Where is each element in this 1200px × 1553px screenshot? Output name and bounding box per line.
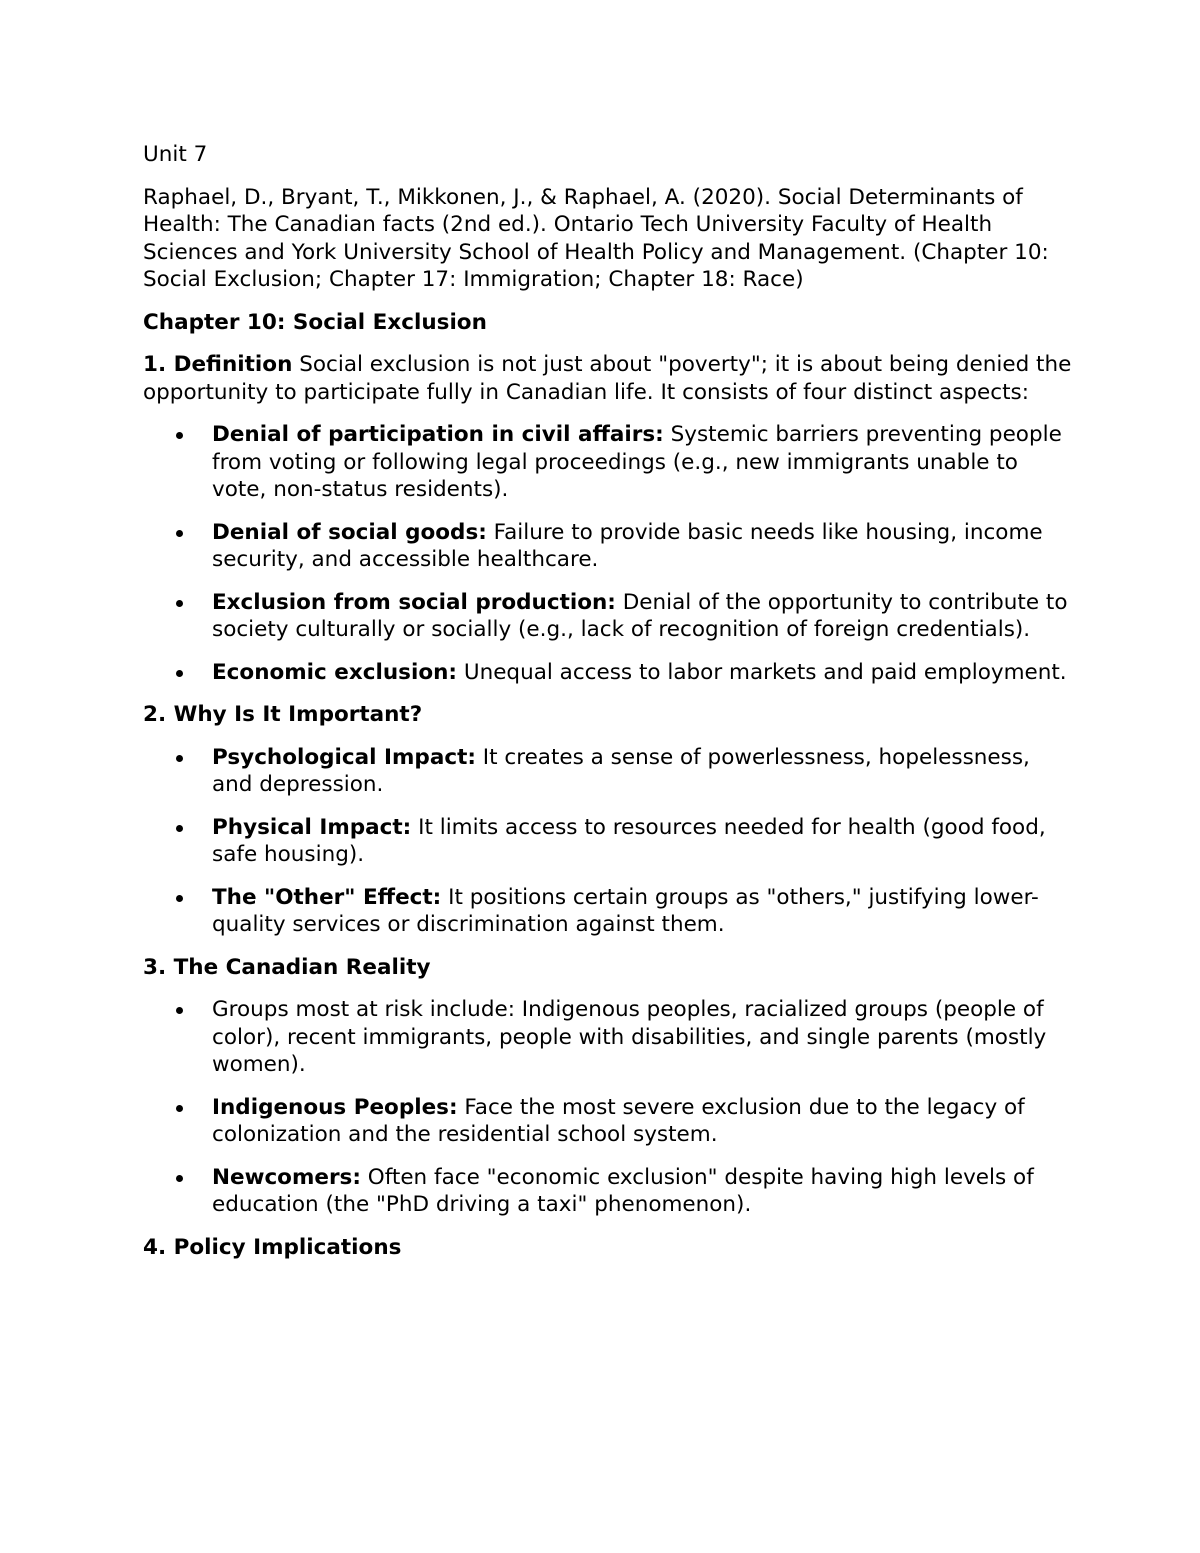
section-heading-policy: 4. Policy Implications: [143, 1234, 402, 1260]
document-page: [143, 141, 1073, 1276]
chapter-heading: Chapter 10: Social Exclusion: [143, 309, 487, 335]
list-item-term: Indigenous Peoples:: [212, 1094, 458, 1120]
list-item-text: Groups most at risk include: Indigenous peoples, racialized groups (people of color), recent immigrants, people with disabilities, and single parents (mostly women).: [212, 997, 1047, 1077]
list-item-text: Unequal access to labor markets and paid employment.: [457, 659, 1067, 685]
definition-text: Social exclusion is not just about "poverty"; it is about being denied the opportunity to participate fully in Canadian life. It consists of four distinct aspects:: [143, 352, 1072, 405]
list-item-text: Systemic barriers preventing people from voting or following legal proceedings (e.g., new immigrants unable to vote, non-status residents).: [212, 422, 1062, 502]
list-item: [143, 519, 1073, 574]
list-item-text: It limits access to resources needed for health (good food, safe housing).: [212, 814, 1046, 867]
list-item-text: It positions certain groups as "others," justifying lower-quality services or discrimination against them.: [212, 884, 1039, 937]
definition-paragraph: [143, 351, 1073, 406]
unit-title: Unit 7: [143, 142, 208, 167]
list-item: [143, 589, 1073, 644]
list-item-term: Denial of social goods:: [212, 519, 487, 545]
list-item: [143, 1164, 1073, 1219]
list-item-term: Denial of participation in civil affairs:: [212, 422, 664, 447]
list-item: [143, 659, 1073, 687]
list-item-term: Newcomers:: [212, 1164, 361, 1190]
aspects-list: [143, 421, 1073, 686]
list-item: [143, 884, 1073, 939]
list-item: [143, 814, 1073, 869]
list-item-term: Physical Impact:: [212, 814, 412, 840]
definition-label: 1. Definition: [143, 352, 293, 377]
list-item-text: Often face "economic exclusion" despite having high levels of education (the "PhD driving a taxi" phenomenon).: [212, 1164, 1034, 1217]
list-item-term: Economic exclusion:: [212, 659, 457, 685]
list-item-term: Exclusion from social production:: [212, 589, 616, 615]
reference-citation: Raphael, D., Bryant, T., Mikkonen, J., & Raphael, A. (2020). Social Determinants of Health: The Canadian facts (2nd ed.). Ontario Tech University Faculty of Health Sciences and York University School of Health Policy and Management. (Chapter 10: Social Exclusion; Chapter 17: Immigration; Chapter 18: Race): [143, 184, 1049, 292]
list-item-text: Failure to provide basic needs like housing, income security, and accessible healthcare.: [212, 519, 1043, 572]
canadian-reality-list: [143, 996, 1073, 1219]
list-item: [143, 996, 1073, 1079]
list-item: [143, 421, 1073, 504]
list-item-text: It creates a sense of powerlessness, hopelessness, and depression.: [212, 744, 1030, 797]
list-item-text: Face the most severe exclusion due to the legacy of colonization and the residential school system.: [212, 1094, 1025, 1147]
list-item: [143, 1094, 1073, 1149]
section-heading-canadian-reality: 3. The Canadian Reality: [143, 954, 431, 980]
list-item: [143, 744, 1073, 799]
importance-list: [143, 744, 1073, 939]
list-item-term: The "Other" Effect:: [212, 884, 442, 910]
list-item-term: Psychological Impact:: [212, 744, 476, 770]
list-item-text: Denial of the opportunity to contribute to society culturally or socially (e.g., lack of recognition of foreign credentials).: [212, 589, 1068, 642]
section-heading-importance: 2. Why Is It Important?: [143, 702, 423, 727]
